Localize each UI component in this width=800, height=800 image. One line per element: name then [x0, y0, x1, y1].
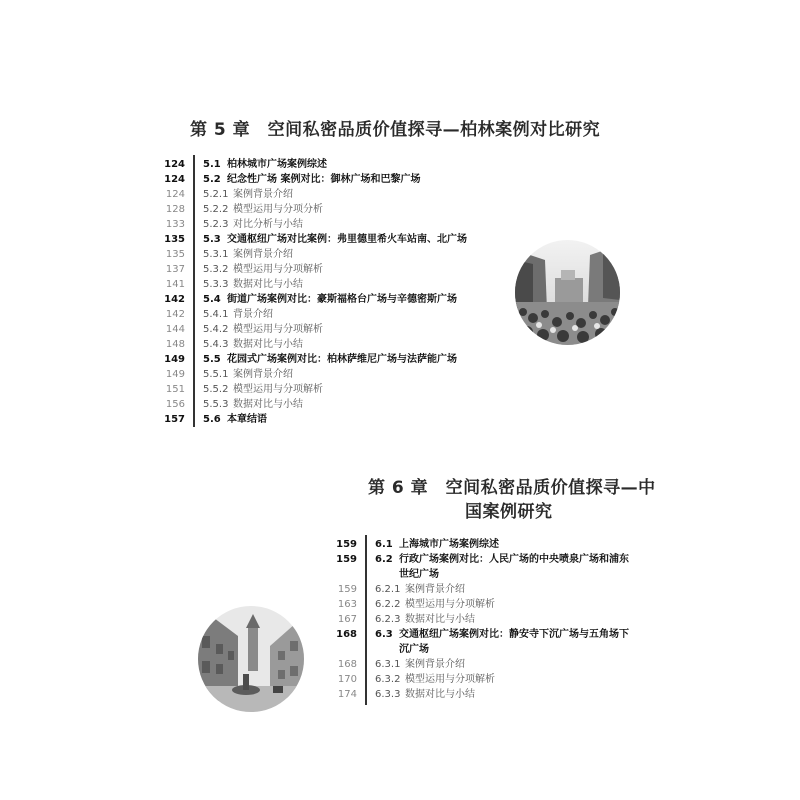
toc-section-number: 5.1	[203, 159, 221, 170]
toc-section-number: 5.4	[203, 294, 221, 305]
toc-entry-title: 背景介绍	[233, 309, 273, 320]
toc-entry-title: 案例背景介绍	[405, 584, 465, 595]
toc-entry-title: 上海城市广场案例综述	[399, 539, 499, 550]
toc-page-number: 133	[165, 219, 185, 230]
toc-section-number: 5.5	[203, 354, 221, 365]
toc-section-number: 5.5.1	[203, 369, 229, 380]
toc-entry-title: 数据对比与小结	[233, 399, 303, 410]
toc-section-number: 5.5.2	[203, 384, 229, 395]
toc-page-number: 135	[164, 234, 185, 245]
toc-entry-title: 数据对比与小结	[233, 339, 303, 350]
toc-page-number: 142	[165, 309, 185, 320]
toc-entry-title: 模型运用与分项分析	[233, 204, 323, 215]
toc-page-number: 124	[164, 159, 185, 170]
toc-entry-title: 模型运用与分项解析	[405, 674, 495, 685]
toc-section-number: 5.5.3	[203, 399, 229, 410]
toc-section-number: 5.2.1	[203, 189, 229, 200]
toc-section-number: 6.3.3	[375, 689, 401, 700]
toc-entry-title: 案例背景介绍	[405, 659, 465, 670]
toc-section-number: 5.3.1	[203, 249, 229, 260]
toc-entry-title: 行政广场案例对比：人民广场的中央喷泉广场和浦东	[399, 554, 629, 565]
toc-section-number: 6.2.2	[375, 599, 401, 610]
toc-entry-title: 案例背景介绍	[233, 369, 293, 380]
toc-page-number: 168	[337, 659, 357, 670]
toc-page-number: 170	[337, 674, 357, 685]
toc-entry-title: 本章结语	[227, 414, 267, 425]
toc-page-number: 159	[337, 584, 357, 595]
toc-section-number: 6.1	[375, 539, 393, 550]
toc-section-number: 5.3.3	[203, 279, 229, 290]
toc-section-number: 6.2	[375, 554, 393, 565]
toc-entry-title: 模型运用与分项解析	[233, 384, 323, 395]
toc-entry-title: 对比分析与小结	[233, 219, 303, 230]
toc-section-number: 6.2.3	[375, 614, 401, 625]
chapter5-title: 第 5 章 空间私密品质价值探寻—柏林案例对比研究	[190, 120, 601, 140]
toc-entry-title: 数据对比与小结	[405, 689, 475, 700]
toc-page-number: 128	[165, 204, 185, 215]
toc-page-number: 137	[165, 264, 185, 275]
crowded-street-photo	[515, 240, 620, 345]
toc-page-number: 141	[165, 279, 185, 290]
toc-entry-title: 案例背景介绍	[233, 189, 293, 200]
toc-entry-title: 沉广场	[399, 644, 429, 655]
toc-page-number: 157	[164, 414, 185, 425]
toc-page-number: 149	[164, 354, 185, 365]
toc-section-number: 5.4.3	[203, 339, 229, 350]
toc-entry-title: 案例背景介绍	[233, 249, 293, 260]
toc-entry-title: 交通枢纽广场案例对比：静安寺下沉广场与五角场下	[399, 629, 629, 640]
toc-page-number: 148	[165, 339, 185, 350]
toc-entry-title: 世纪广场	[399, 569, 439, 580]
toc-entry-title: 花园式广场案例对比：柏林萨维尼广场与法萨能广场	[227, 354, 457, 365]
toc-section-number: 5.3	[203, 234, 221, 245]
historic-street-fountain-photo	[198, 606, 304, 712]
chapter5-rule	[193, 155, 195, 427]
chapter6-title-line1: 第 6 章 空间私密品质价值探寻—中	[368, 478, 656, 498]
toc-page-number: 149	[165, 369, 185, 380]
toc-page-number: 174	[337, 689, 357, 700]
toc-section-number: 5.4.1	[203, 309, 229, 320]
toc-entry-title: 数据对比与小结	[405, 614, 475, 625]
toc-page-number: 168	[336, 629, 357, 640]
toc-page-number: 163	[337, 599, 357, 610]
toc-section-number: 5.3.2	[203, 264, 229, 275]
toc-section-number: 5.2.2	[203, 204, 229, 215]
toc-entry-title: 数据对比与小结	[233, 279, 303, 290]
toc-section-number: 6.2.1	[375, 584, 401, 595]
toc-section-number: 5.2	[203, 174, 221, 185]
toc-entry-title: 街道广场案例对比：豪斯福格台广场与辛德密斯广场	[227, 294, 457, 305]
toc-page-number: 142	[164, 294, 185, 305]
toc-section-number: 6.3.2	[375, 674, 401, 685]
toc-section-number: 5.4.2	[203, 324, 229, 335]
toc-section-number: 6.3	[375, 629, 393, 640]
toc-page-number: 151	[165, 384, 185, 395]
toc-page-number: 124	[164, 174, 185, 185]
toc-page-number: 124	[165, 189, 185, 200]
toc-entry-title: 纪念性广场 案例对比：御林广场和巴黎广场	[227, 174, 421, 185]
toc-entry-title: 模型运用与分项解析	[405, 599, 495, 610]
toc-page-number: 167	[337, 614, 357, 625]
toc-page-number: 135	[165, 249, 185, 260]
toc-page-number: 159	[336, 539, 357, 550]
toc-section-number: 5.2.3	[203, 219, 229, 230]
toc-entry-title: 模型运用与分项解析	[233, 324, 323, 335]
chapter6-rule	[365, 535, 367, 705]
toc-page-number: 144	[165, 324, 185, 335]
toc-page-number: 159	[336, 554, 357, 565]
toc-entry-title: 交通枢纽广场对比案例：弗里德里希火车站南、北广场	[227, 234, 467, 245]
chapter6-title-line2: 国案例研究	[465, 502, 553, 522]
toc-section-number: 5.6	[203, 414, 221, 425]
toc-entry-title: 模型运用与分项解析	[233, 264, 323, 275]
toc-entry-title: 柏林城市广场案例综述	[227, 159, 327, 170]
toc-page-number: 156	[165, 399, 185, 410]
toc-section-number: 6.3.1	[375, 659, 401, 670]
